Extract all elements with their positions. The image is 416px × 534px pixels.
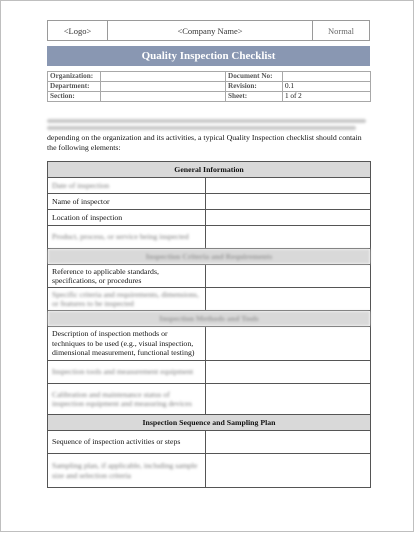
document-header	[47, 20, 370, 41]
status-label: Normal	[328, 25, 354, 36]
checklist-item-label: Sampling plan, if applicable, including sample size and selection criteria	[48, 454, 206, 488]
document-title: Quality Inspection Checklist	[47, 46, 370, 66]
section-header-row	[48, 415, 371, 431]
checklist-response-cell[interactable]	[206, 194, 371, 210]
checklist-row	[48, 210, 371, 226]
metadata-label: Organization:	[48, 72, 101, 82]
intro-text: depending on the organization and its activities, a typical Quality Inspection checklist should contain the following elements:	[47, 133, 362, 152]
checklist-item-label: Calibration and maintenance status of inspection equipment and measuring devices	[48, 384, 206, 415]
section-title: Inspection Methods and Tools	[48, 311, 371, 327]
checklist-response-cell[interactable]	[206, 210, 371, 226]
checklist-row	[48, 226, 371, 249]
checklist-response-cell[interactable]	[206, 265, 371, 288]
metadata-row	[48, 72, 371, 82]
metadata-row	[48, 82, 371, 92]
checklist-row	[48, 194, 371, 210]
checklist-row	[48, 431, 371, 454]
checklist-response-cell[interactable]	[206, 288, 371, 311]
checklist-table	[47, 161, 371, 488]
metadata-value: 0.1	[283, 82, 371, 92]
metadata-value: 1 of 2	[283, 92, 371, 102]
checklist-item-label: Location of inspection	[48, 210, 206, 226]
section-title: General Information	[48, 162, 371, 178]
checklist-item-label: Reference to applicable standards, specifications, or procedures	[48, 265, 206, 288]
metadata-label: Document No:	[226, 72, 283, 82]
section-header-row	[48, 162, 371, 178]
checklist-row	[48, 178, 371, 194]
checklist-row	[48, 361, 371, 384]
metadata-label: Section:	[48, 92, 101, 102]
checklist-response-cell[interactable]	[206, 384, 371, 415]
intro-paragraph	[47, 116, 372, 153]
checklist-item-label: Product, process, or service being inspected	[48, 226, 206, 249]
checklist-response-cell[interactable]	[206, 327, 371, 361]
logo-placeholder: <Logo>	[48, 21, 108, 40]
metadata-label: Department:	[48, 82, 101, 92]
checklist-response-cell[interactable]	[206, 178, 371, 194]
metadata-value	[283, 72, 371, 82]
checklist-item-label: Specific criteria and requirements, dimensions, or features to be inspected	[48, 288, 206, 311]
metadata-value	[101, 92, 226, 102]
company-name: <Company Name>	[108, 21, 313, 40]
section-title: Inspection Criteria and Requirements	[48, 249, 371, 265]
checklist-row	[48, 265, 371, 288]
metadata-row	[48, 92, 371, 102]
metadata-table	[47, 71, 371, 102]
checklist-row	[48, 288, 371, 311]
metadata-value	[101, 82, 226, 92]
checklist-item-label: Sequence of inspection activities or steps	[48, 431, 206, 454]
checklist-item-label: Name of inspector	[48, 194, 206, 210]
section-header-row	[48, 249, 371, 265]
metadata-value	[101, 72, 226, 82]
checklist-response-cell[interactable]	[206, 226, 371, 249]
checklist-item-label: Date of inspection	[48, 178, 206, 194]
checklist-response-cell[interactable]	[206, 454, 371, 488]
metadata-label: Sheet:	[226, 92, 283, 102]
blurred-text-line	[47, 119, 366, 123]
blurred-text-line	[47, 126, 356, 130]
checklist-row	[48, 384, 371, 415]
section-title: Inspection Sequence and Sampling Plan	[48, 415, 371, 431]
checklist-response-cell[interactable]	[206, 361, 371, 384]
checklist-item-label: Inspection tools and measurement equipment	[48, 361, 206, 384]
checklist-row	[48, 327, 371, 361]
checklist-row	[48, 454, 371, 488]
metadata-label: Revision:	[226, 82, 283, 92]
checklist-response-cell[interactable]	[206, 431, 371, 454]
section-header-row	[48, 311, 371, 327]
checklist-item-label: Description of inspection methods or techniques to be used (e.g., visual inspection, dimensional measurement, functional testing)	[48, 327, 206, 361]
